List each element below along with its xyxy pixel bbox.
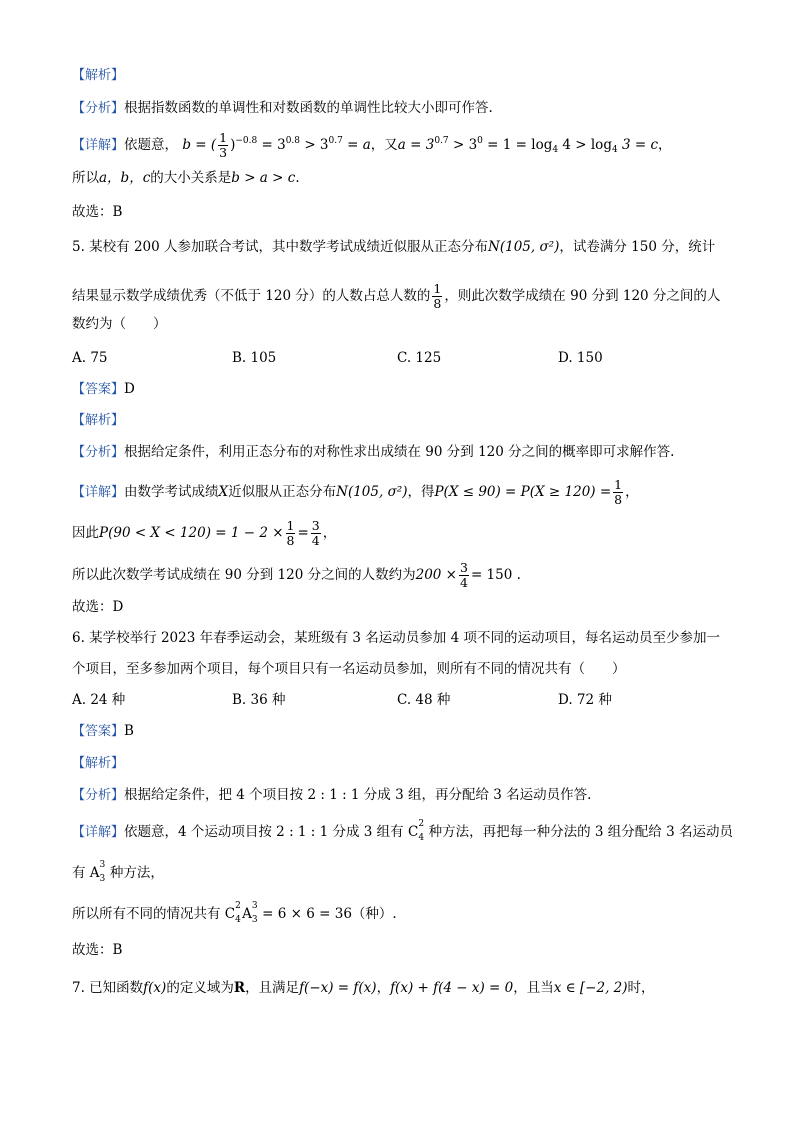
fraction: $\frac{3}{4}$ — [460, 560, 468, 590]
q6-option-b[interactable]: B. 36 种 — [232, 692, 286, 708]
q5-analysis-heading — [72, 409, 724, 432]
q6-answer-line: 【答案】B — [72, 723, 134, 739]
q5-detail-line1: 【详解】由数学考试成绩X近似服从正态分布N(105, σ²)，得P(X ≤ 90) = P(X ≥ 120) = $\frac{1}{8}$ ， — [72, 477, 639, 507]
q6-option-c[interactable]: C. 48 种 — [397, 692, 451, 708]
fenxi-tag: 【分析】 — [72, 101, 125, 116]
fenxi-tag: 【分析】 — [72, 445, 125, 460]
q5-stem-line3: 数约为（ ） — [72, 316, 167, 332]
xiangjie-tag: 【详解】 — [72, 825, 125, 840]
q5-detail-line3: 所以此次数学考试成绩在 90 分到 120 分之间的人数约为200 × $\frac{3}{4}$ = 150 . — [72, 560, 521, 590]
q4-analysis: 【分析】根据指数函数的单调性和对数函数的单调性比较大小即可作答. — [72, 100, 493, 116]
q5-detail-line2: 因此P(90 < X < 120) = 1 − 2 × $\frac{1}{8}$ = $\frac{3}{4}$ ， — [72, 518, 337, 548]
analysis-tag: 【解析】 — [72, 756, 125, 771]
q6-options — [72, 689, 722, 711]
arrangement-symbol: A 3 3 — [89, 860, 106, 884]
q4-answer: 故选：B — [72, 204, 123, 220]
q6-detail-line2: 有 A 3 3 种方法， — [72, 860, 164, 884]
q4-conclusion: 所以a，b，c的大小关系是b > a > c. — [72, 170, 300, 186]
analysis-tag: 【解析】 — [72, 68, 125, 83]
answer-tag: 【答案】 — [72, 724, 125, 739]
q5-option-d[interactable]: D. 150 — [558, 350, 603, 366]
fraction: $\frac{3}{4}$ — [311, 518, 320, 548]
combination-symbol: C 2 4 — [224, 901, 241, 925]
q5-stem-line1: 5. 某校有 200 人参加联合考试，其中数学考试成绩近似服从正态分布N(105, σ²)，试卷满分 150 分，统计 — [72, 239, 716, 255]
analysis-tag: 【解析】 — [72, 413, 125, 428]
fraction: $\frac{1}{8}$ — [286, 518, 295, 548]
xiangjie-tag: 【详解】 — [72, 485, 125, 500]
q6-option-d[interactable]: D. 72 种 — [558, 692, 612, 708]
answer-tag: 【答案】 — [72, 382, 125, 397]
q6-detail-line1: 【详解】依题意，4 个运动项目按 2 : 1 : 1 分成 3 组有 C 2 4 种方法，再把每一种分法的 3 组分配给 3 名运动员 — [72, 819, 733, 843]
q5-answer-line: 【答案】D — [72, 381, 135, 397]
q6-analysis: 【分析】根据给定条件，把 4 个项目按 2 : 1 : 1 分成 3 组，再分配给 3 名运动员作答. — [72, 787, 592, 803]
fenxi-tag: 【分析】 — [72, 788, 125, 803]
q5-stem-line2: 结果显示数学成绩优秀（不低于 120 分）的人数占总人数的 $\frac{1}{8}$ ，则此次数学成绩在 90 分到 120 分之间的人 — [72, 281, 721, 311]
q6-option-a[interactable]: A. 24 种 — [72, 692, 126, 708]
q5-analysis: 【分析】根据给定条件，利用正态分布的对称性求出成绩在 90 分到 120 分之间的概率即可求解作答. — [72, 444, 675, 460]
q5-options — [72, 347, 722, 369]
arrangement-symbol: A 3 3 — [242, 901, 258, 925]
combination-symbol: C 2 4 — [407, 819, 425, 843]
q6-answer: 故选：B — [72, 942, 123, 958]
fraction: $\frac{1}{8}$ — [614, 477, 623, 507]
q7-stem-line1: 7. 已知函数f(x)的定义域为R，且满足f(−x) = f(x)，f(x) + f(4 − x) = 0，且当x ∈ [−2, 2)时， — [72, 980, 655, 996]
q4-detail: 【详解】依题意， b = ( $\frac{1}{3}$ )$^{-0.8} = 3^{0.8} > 3^{0.7} = a$，又$a = 3^{0.7} > 3^0 = 1 = \log_4 4 > \log_4 3 = c$， — [72, 130, 672, 160]
q5-option-c[interactable]: C. 125 — [397, 350, 442, 366]
analysis-heading — [72, 64, 724, 87]
q5-answer: 故选：D — [72, 599, 124, 615]
xiangjie-tag: 【详解】 — [72, 138, 125, 153]
q6-stem-line2: 个项目，至多参加两个项目，每个项目只有一名运动员参加，则所有不同的情况共有（ ） — [72, 661, 626, 677]
fraction: $\frac{1}{3}$ — [219, 130, 228, 160]
q5-option-b[interactable]: B. 105 — [232, 350, 277, 366]
q5-option-a[interactable]: A. 75 — [72, 350, 108, 366]
q6-detail-line3: 所以所有不同的情况共有 C 2 4 A 3 3 = 6 × 6 = 36（种）. — [72, 901, 397, 925]
q6-analysis-heading — [72, 752, 724, 775]
q6-stem-line1: 6. 某学校举行 2023 年春季运动会，某班级有 3 名运动员参加 4 项不同的运动项目，每名运动员至少参加一 — [72, 630, 720, 646]
fraction: $\frac{1}{8}$ — [433, 281, 442, 311]
